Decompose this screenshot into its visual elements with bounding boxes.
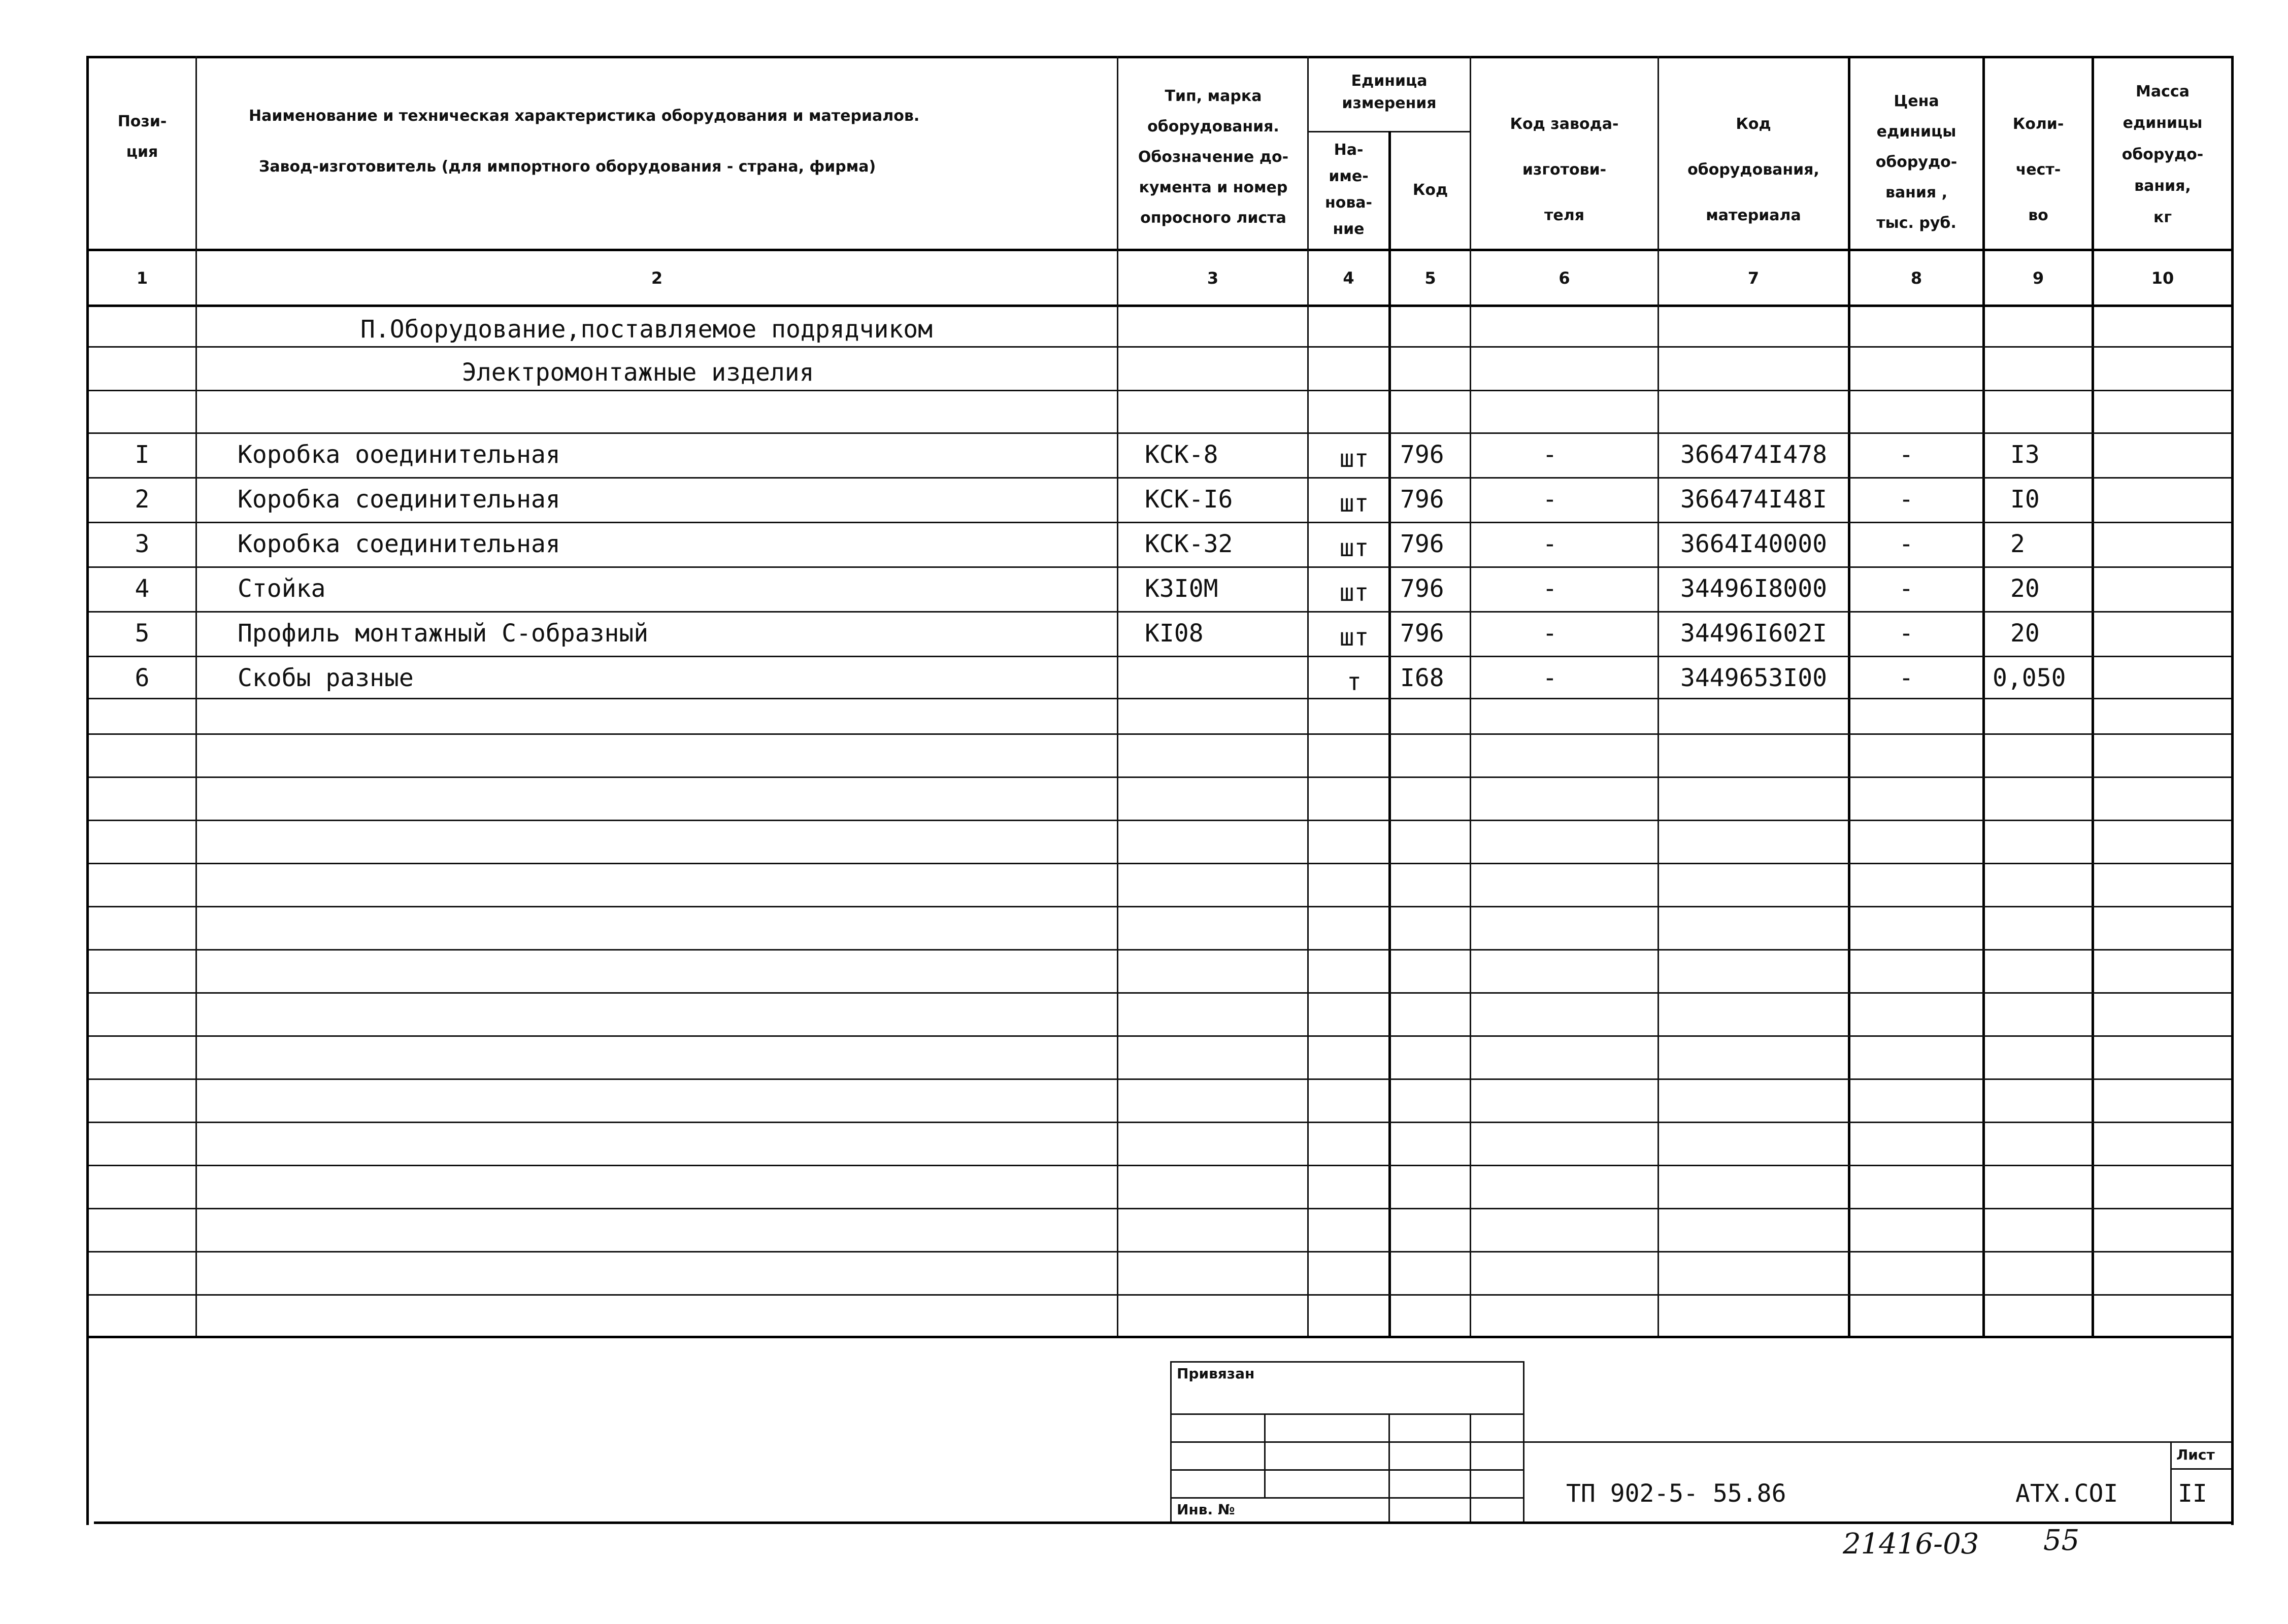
- row-line: [89, 1294, 2231, 1296]
- col-number-7: 7: [1747, 268, 1760, 288]
- header-name-line2: Завод-изготовитель (для импортного оборудования - страна, фирма): [259, 158, 876, 176]
- row-4-item-code: 34496I8000: [1680, 574, 1827, 603]
- header-position: Пози- ция: [117, 113, 167, 161]
- header-name-line1: Наименование и техническая характеристика оборудования и материалов.: [249, 107, 920, 125]
- row-6-quantity: 0,050: [1993, 664, 2066, 692]
- row-2-position: 2: [135, 485, 150, 514]
- row-line: [89, 1208, 2231, 1209]
- row-2-name: Коробка соединительная: [238, 485, 560, 514]
- row-5-position: 5: [135, 619, 150, 648]
- row-6-price: -: [1899, 664, 1914, 692]
- row-line: [89, 1035, 2231, 1037]
- row-6-unit: т: [1347, 668, 1362, 696]
- row-line: [89, 776, 2231, 778]
- row-line: [89, 1251, 2231, 1253]
- table-bottom-line: [89, 1336, 2231, 1338]
- row-4-position: 4: [135, 574, 150, 603]
- row-5-type: КI08: [1145, 619, 1204, 648]
- header-item-code: Код оборудования, материала: [1687, 115, 1819, 224]
- row-1-type: КСК-8: [1145, 441, 1218, 469]
- row-4-plant-code: -: [1542, 574, 1557, 603]
- sheet-label: Лист: [2176, 1446, 2215, 1463]
- row-4-name: Стойка: [238, 574, 326, 603]
- stamp-sep: [1264, 1413, 1266, 1497]
- row-3-position: 3: [135, 530, 150, 558]
- row-2-quantity: I0: [2010, 485, 2040, 514]
- row-3-name: Коробка соединительная: [238, 530, 560, 558]
- col-number-6: 6: [1559, 268, 1570, 288]
- row-5-unit-code: 796: [1400, 619, 1444, 648]
- col-number-8: 8: [1910, 268, 1922, 288]
- row-3-price: -: [1899, 530, 1914, 558]
- row-6-position: 6: [135, 664, 150, 692]
- row-line: [89, 820, 2231, 821]
- row-2-unit-code: 796: [1400, 485, 1444, 514]
- row-2-price: -: [1899, 485, 1914, 514]
- row-line: [89, 390, 2231, 391]
- col-sep-8: [1982, 56, 1985, 1337]
- col-number-1: 1: [136, 268, 148, 288]
- row-5-price: -: [1899, 619, 1914, 648]
- row-3-quantity: 2: [2010, 530, 2025, 558]
- row-4-type: К3I0М: [1145, 574, 1218, 603]
- row-4-price: -: [1899, 574, 1914, 603]
- row-2-type: КСК-I6: [1145, 485, 1233, 514]
- col-sep-9: [2092, 56, 2094, 1337]
- stamp-title-top: [1523, 1441, 2231, 1443]
- row-6-item-code: 3449653I00: [1680, 664, 1827, 692]
- row-1-price: -: [1899, 441, 1914, 469]
- row-3-type: КСК-32: [1145, 530, 1233, 558]
- sheet-box-left: [2170, 1441, 2172, 1522]
- row-2-plant-code: -: [1542, 485, 1557, 514]
- col-number-3: 3: [1207, 268, 1219, 288]
- row-4-unit-code: 796: [1400, 574, 1444, 603]
- row-1-plant-code: -: [1542, 441, 1557, 469]
- row-line: [89, 906, 2231, 907]
- document-mark: АТХ.СОI: [2015, 1479, 2118, 1508]
- row-line: [89, 1165, 2231, 1166]
- header-unit-group: Единица измерения: [1342, 72, 1437, 112]
- row-2-item-code: 366474I48I: [1680, 485, 1827, 514]
- row-5-quantity: 20: [2010, 619, 2040, 648]
- document-code: ТП 902-5- 55.86: [1566, 1479, 1786, 1508]
- row-5-unit: шт: [1339, 623, 1369, 652]
- row-1-item-code: 366474I478: [1680, 441, 1827, 469]
- col-sep-3: [1307, 56, 1309, 1337]
- stamp-sep: [1388, 1413, 1390, 1522]
- row-5-name: Профиль монтажный С-образный: [238, 619, 649, 648]
- row-3-unit: шт: [1339, 534, 1369, 562]
- row-3-unit-code: 796: [1400, 530, 1444, 558]
- row-4-unit: шт: [1339, 579, 1369, 607]
- sheet-box-divider: [2170, 1468, 2231, 1470]
- row-line: [89, 1122, 2231, 1123]
- row-line: [89, 733, 2231, 735]
- row-6-unit-code: I68: [1400, 664, 1444, 692]
- frame-right: [2231, 56, 2234, 1525]
- header-unit-name: На- име- нова- ние: [1324, 141, 1373, 238]
- row-line: [89, 1078, 2231, 1080]
- row-1-quantity: I3: [2010, 441, 2040, 469]
- stamp-left: [1170, 1361, 1172, 1522]
- archive-number: 21416-03: [1843, 1528, 1979, 1561]
- stamp-inv-label: Инв. №: [1177, 1501, 1235, 1518]
- col-sep-6: [1657, 56, 1659, 1337]
- stamp-bottom-line: [94, 1521, 2234, 1524]
- col-sep-1: [195, 56, 197, 1337]
- stamp-sep: [1470, 1413, 1471, 1522]
- col-sep-2: [1117, 56, 1118, 1337]
- col-number-4: 4: [1343, 268, 1354, 288]
- row-6-name: Скобы разные: [238, 664, 414, 692]
- row-5-item-code: 34496I602I: [1680, 619, 1827, 648]
- row-3-item-code: 3664I40000: [1680, 530, 1827, 558]
- header-plant-code: Код завода- изготови- теля: [1510, 115, 1619, 224]
- header-type: Тип, марка оборудования. Обозначение до- кумента и номер опросного листа: [1138, 87, 1289, 227]
- col-number-5: 5: [1424, 268, 1436, 288]
- header-unit-code: Код: [1412, 181, 1448, 199]
- stamp-attached-label: Привязан: [1177, 1365, 1255, 1382]
- row-5-plant-code: -: [1542, 619, 1557, 648]
- frame-top: [86, 56, 2234, 58]
- row-line: [89, 863, 2231, 864]
- row-3-plant-code: -: [1542, 530, 1557, 558]
- col-number-10: 10: [2151, 268, 2174, 288]
- col-number-9: 9: [2032, 268, 2044, 288]
- row-1-unit-code: 796: [1400, 441, 1444, 469]
- row-line: [89, 992, 2231, 994]
- header-price: Цена единицы оборудо- вания , тыс. руб.: [1875, 92, 1958, 232]
- row-6-plant-code: -: [1542, 664, 1557, 692]
- row-4-quantity: 20: [2010, 574, 2040, 603]
- header-mass: Масса единицы оборудо- вания, кг: [2121, 83, 2204, 226]
- col-number-2: 2: [651, 268, 663, 288]
- row-1-name: Коробка ооединительная: [238, 441, 560, 469]
- row-1-position: I: [135, 441, 150, 469]
- archive-page: 55: [2043, 1524, 2080, 1557]
- row-2-unit: шт: [1339, 489, 1369, 518]
- section-title: П.Оборудование,поставляемое подрядчиком: [360, 315, 933, 344]
- row-1-unit: шт: [1339, 445, 1369, 473]
- subsection-title: Электромонтажные изделия: [462, 358, 814, 387]
- sheet-number: II: [2178, 1479, 2207, 1508]
- header-quantity: Коли- чест- во: [2012, 115, 2064, 224]
- row-line: [89, 949, 2231, 951]
- stamp-attached-top: [1170, 1361, 1523, 1363]
